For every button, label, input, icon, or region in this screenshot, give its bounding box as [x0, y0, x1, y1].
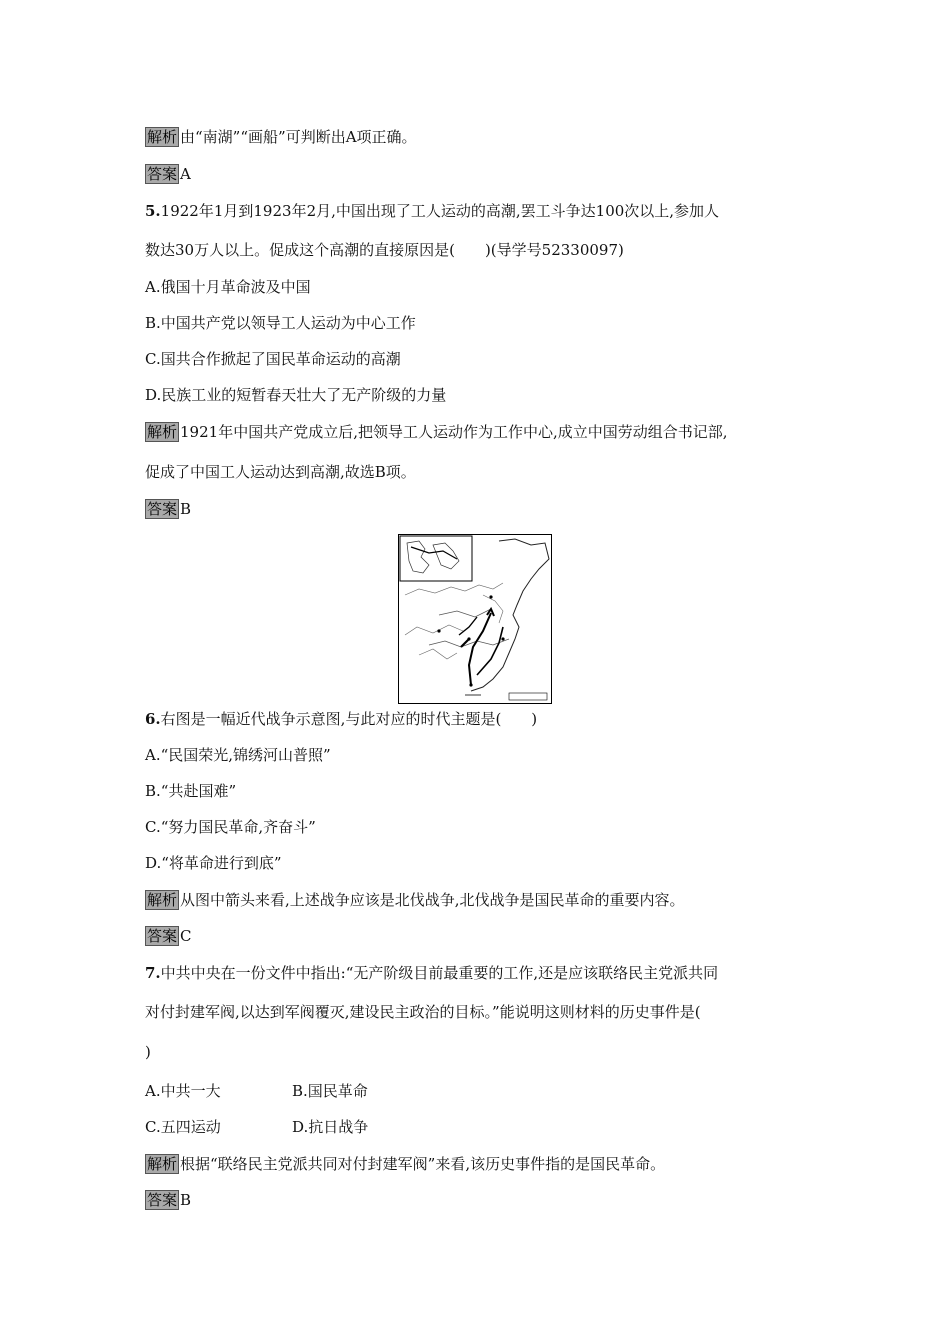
analysis-tag: 解析	[147, 1155, 178, 1173]
q7-answer	[145, 1190, 191, 1210]
q6-analysis	[145, 890, 685, 910]
question-number: 7.	[145, 964, 161, 982]
q4-answer	[145, 164, 191, 184]
answer-text: B	[180, 500, 192, 518]
q7-analysis	[145, 1154, 665, 1174]
q5-stem-line1	[145, 201, 719, 221]
answer-tag: 答案	[147, 500, 178, 518]
stem-text: 1922年1月到1923年2月,中国出现了工人运动的高潮,罢工斗争达100次以上,参加人	[160, 202, 720, 220]
q5-stem-line2: 数达30万人以上。促成这个高潮的直接原因是( )(导学号52330097)	[145, 241, 624, 259]
q7-option-c: C.五四运动	[145, 1118, 221, 1136]
q5-option-c: C.国共合作掀起了国民革命运动的高潮	[145, 350, 401, 368]
analysis-tag: 解析	[147, 128, 178, 146]
q4-analysis	[145, 127, 417, 147]
stem-text: 右图是一幅近代战争示意图,与此对应的时代主题是( )	[160, 710, 538, 728]
q6-option-c: C.“努力国民革命,齐奋斗”	[145, 818, 316, 836]
answer-text: B	[180, 1191, 192, 1209]
answer-tag: 答案	[147, 1191, 178, 1209]
answer-text: C	[180, 927, 192, 945]
question-number: 6.	[145, 710, 161, 728]
question-number: 5.	[145, 202, 161, 220]
analysis-text: 根据“联络民主党派共同对付封建军阀”来看,该历史事件指的是国民革命。	[180, 1155, 666, 1173]
q7-option-a: A.中共一大	[145, 1082, 221, 1100]
q5-option-d: D.民族工业的短暂春天壮大了无产阶级的力量	[145, 386, 447, 404]
q5-answer	[145, 499, 191, 519]
q7-stem-line1	[145, 963, 718, 983]
northern-expedition-map	[398, 534, 552, 704]
answer-tag: 答案	[147, 927, 178, 945]
analysis-tag: 解析	[147, 891, 178, 909]
answer-tag: 答案	[147, 165, 178, 183]
q5-option-a: A.俄国十月革命波及中国	[145, 278, 311, 296]
analysis-text: 1921年中国共产党成立后,把领导工人运动作为工作中心,成立中国劳动组合书记部,	[180, 423, 728, 441]
analysis-text: 从图中箭头来看,上述战争应该是北伐战争,北伐战争是国民革命的重要内容。	[180, 891, 685, 909]
q5-analysis-line1	[145, 422, 728, 442]
q7-stem-line3: )	[145, 1043, 151, 1061]
map-illustration	[399, 535, 551, 703]
analysis-tag: 解析	[147, 423, 178, 441]
q6-stem	[145, 709, 537, 729]
answer-text: A	[180, 165, 191, 183]
stem-text: 中共中央在一份文件中指出:“无产阶级目前最重要的工作,还是应该联络民主党派共同	[160, 964, 719, 982]
q6-option-a: A.“民国荣光,锦绣河山普照”	[145, 746, 331, 764]
q5-analysis-line2: 促成了中国工人运动达到高潮,故选B项。	[145, 463, 416, 481]
q7-stem-line2: 对付封建军阀,以达到军阀覆灭,建设民主政治的目标。”能说明这则材料的历史事件是(	[145, 1003, 701, 1021]
q7-option-b: B.国民革命	[292, 1082, 368, 1100]
q6-option-b: B.“共赴国难”	[145, 782, 237, 800]
analysis-text: 由“南湖”“画船”可判断出A项正确。	[180, 128, 417, 146]
q6-answer	[145, 926, 192, 946]
q7-option-d: D.抗日战争	[292, 1118, 369, 1136]
q5-option-b: B.中国共产党以领导工人运动为中心工作	[145, 314, 416, 332]
q6-option-d: D.“将革命进行到底”	[145, 854, 282, 872]
